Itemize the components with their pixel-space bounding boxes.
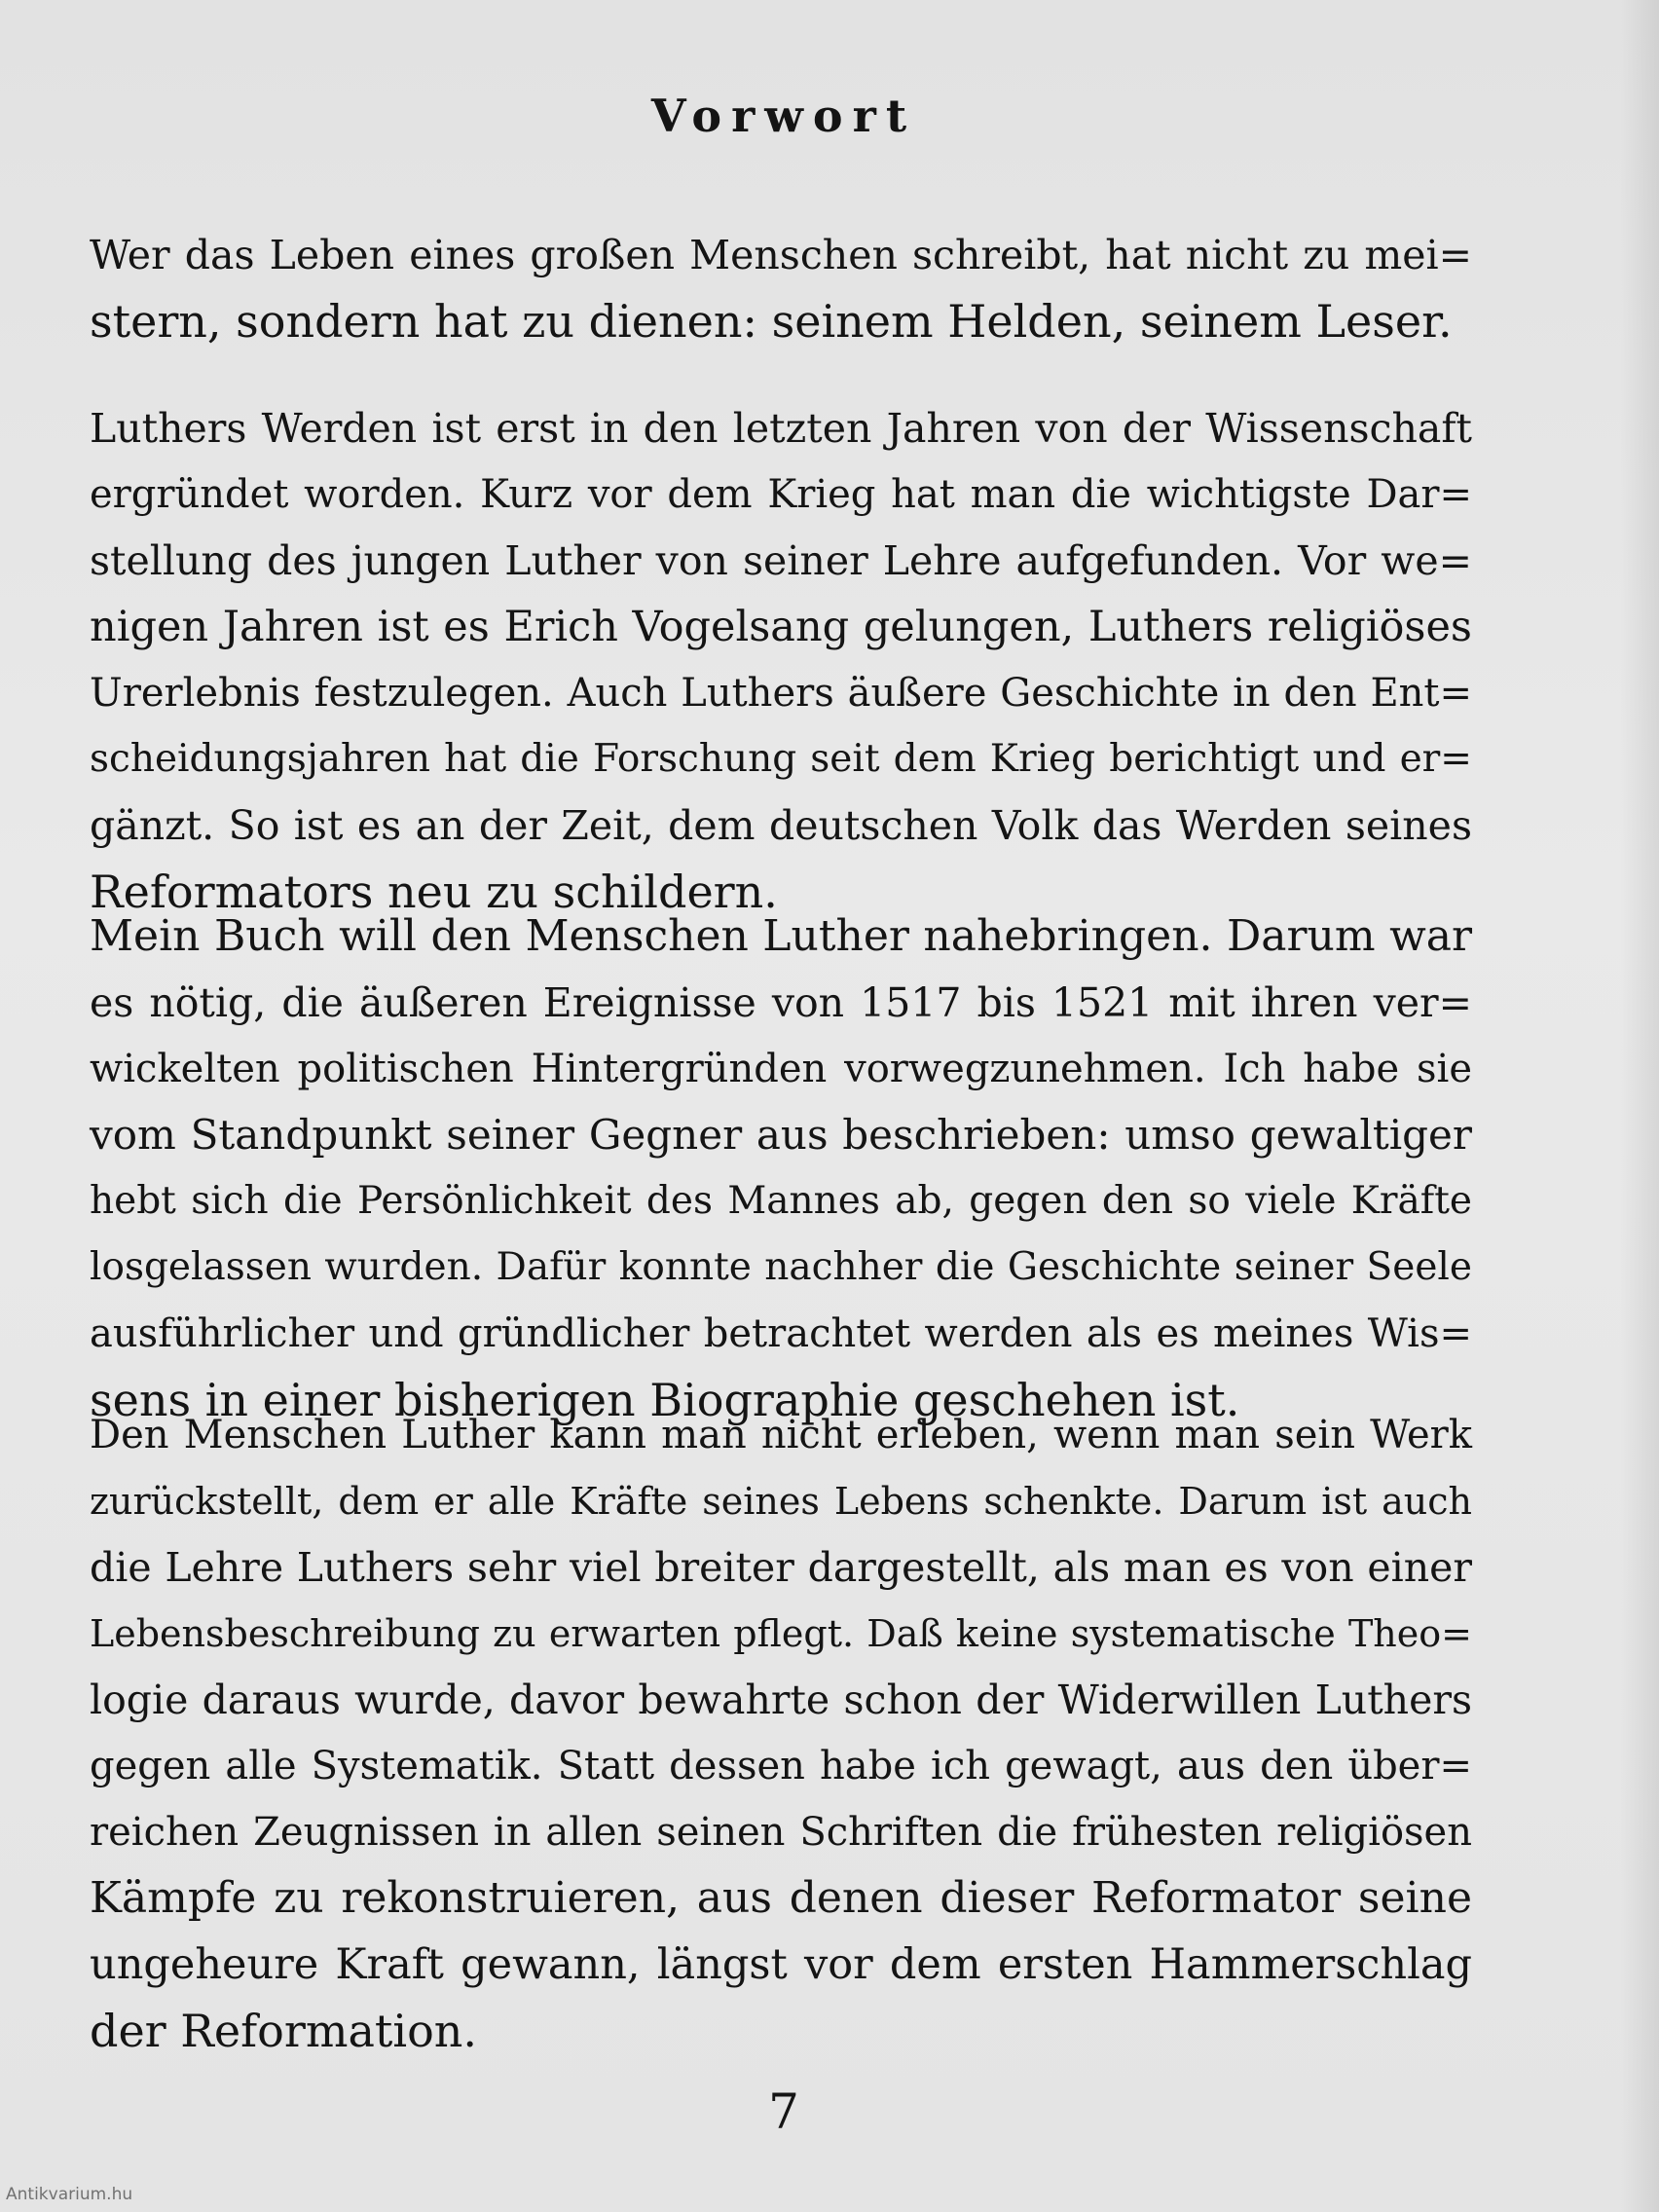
text-line: Reformators neu zu schildern. — [90, 866, 778, 918]
text-line: Lebensbeschreibung zu erwarten pflegt. Daß keine systematische Theo= — [90, 1612, 1472, 1655]
text-line: ausführlicher und gründlicher betrachtet werden als es meines Wis= — [90, 1311, 1472, 1356]
paragraph-1 — [90, 222, 1472, 354]
text-line: es nötig, die äußeren Ereignisse von 1517 bis 1521 mit ihren ver= — [90, 979, 1472, 1026]
text-line: zurückstellt, dem er alle Kräfte seines Lebens schenkte. Darum ist auch — [90, 1480, 1472, 1523]
text-line: gegen alle Systematik. Statt dessen habe ich gewagt, aus den über= — [90, 1744, 1472, 1788]
page-number: 7 — [768, 2083, 799, 2140]
page-edge-shadow — [1620, 0, 1659, 2212]
text-line: der Reformation. — [90, 2005, 478, 2057]
text-line: sens in einer bisherigen Biographie geschehen ist. — [90, 1374, 1240, 1426]
text-line: Wer das Leben eines großen Menschen schreibt, hat nicht zu mei= — [90, 232, 1472, 278]
text-line: stern, sondern hat zu dienen: seinem Helden, seinem Leser. — [90, 295, 1453, 348]
text-line: wickelten politischen Hintergründen vorwegzunehmen. Ich habe sie — [90, 1047, 1472, 1091]
paragraph-2 — [90, 395, 1472, 925]
text-line: Kämpfe zu rekonstruieren, aus denen dieser Reformator seine — [90, 1873, 1472, 1923]
paragraph-4 — [90, 1402, 1472, 2064]
watermark: Antikvarium.hu — [6, 2185, 133, 2204]
text-line: reichen Zeugnissen in allen seinen Schriften die frühesten religiösen — [90, 1810, 1472, 1855]
page-heading: Vorwort — [650, 90, 917, 142]
text-line: Luthers Werden ist erst in den letzten Jahren von der Wissenschaft — [90, 405, 1472, 452]
text-line: hebt sich die Persönlichkeit des Mannes ab, gegen den so viele Kräfte — [90, 1179, 1472, 1223]
text-line: vom Standpunkt seiner Gegner aus beschrieben: umso gewaltiger — [90, 1111, 1472, 1159]
text-line: Mein Buch will den Menschen Luther nahebringen. Darum war — [90, 911, 1472, 961]
paragraph-3 — [90, 903, 1472, 1433]
text-line: die Lehre Luthers sehr viel breiter dargestellt, als man es von einer — [90, 1544, 1472, 1591]
text-line: losgelassen wurden. Dafür konnte nachher die Geschichte seiner Seele — [90, 1245, 1472, 1289]
text-line: gänzt. So ist es an der Zeit, dem deutschen Volk das Werden seines — [90, 802, 1472, 849]
text-line: Urerlebnis festzulegen. Auch Luthers äußere Geschichte in den Ent= — [90, 671, 1472, 716]
text-line: logie daraus wurde, davor bewahrte schon der Widerwillen Luthers — [90, 1677, 1472, 1723]
text-line: ungeheure Kraft gewann, längst vor dem ersten Hammerschlag — [90, 1940, 1472, 1989]
text-line: Den Menschen Luther kann man nicht erleben, wenn man sein Werk — [90, 1413, 1472, 1457]
text-line: scheidungsjahren hat die Forschung seit dem Krieg berichtigt und er= — [90, 737, 1472, 781]
text-line: nigen Jahren ist es Erich Vogelsang gelungen, Luthers religiöses — [90, 603, 1472, 651]
text-line: ergründet worden. Kurz vor dem Krieg hat man die wichtigste Dar= — [90, 472, 1472, 517]
text-line: stellung des jungen Luther von seiner Lehre aufgefunden. Vor we= — [90, 537, 1472, 584]
